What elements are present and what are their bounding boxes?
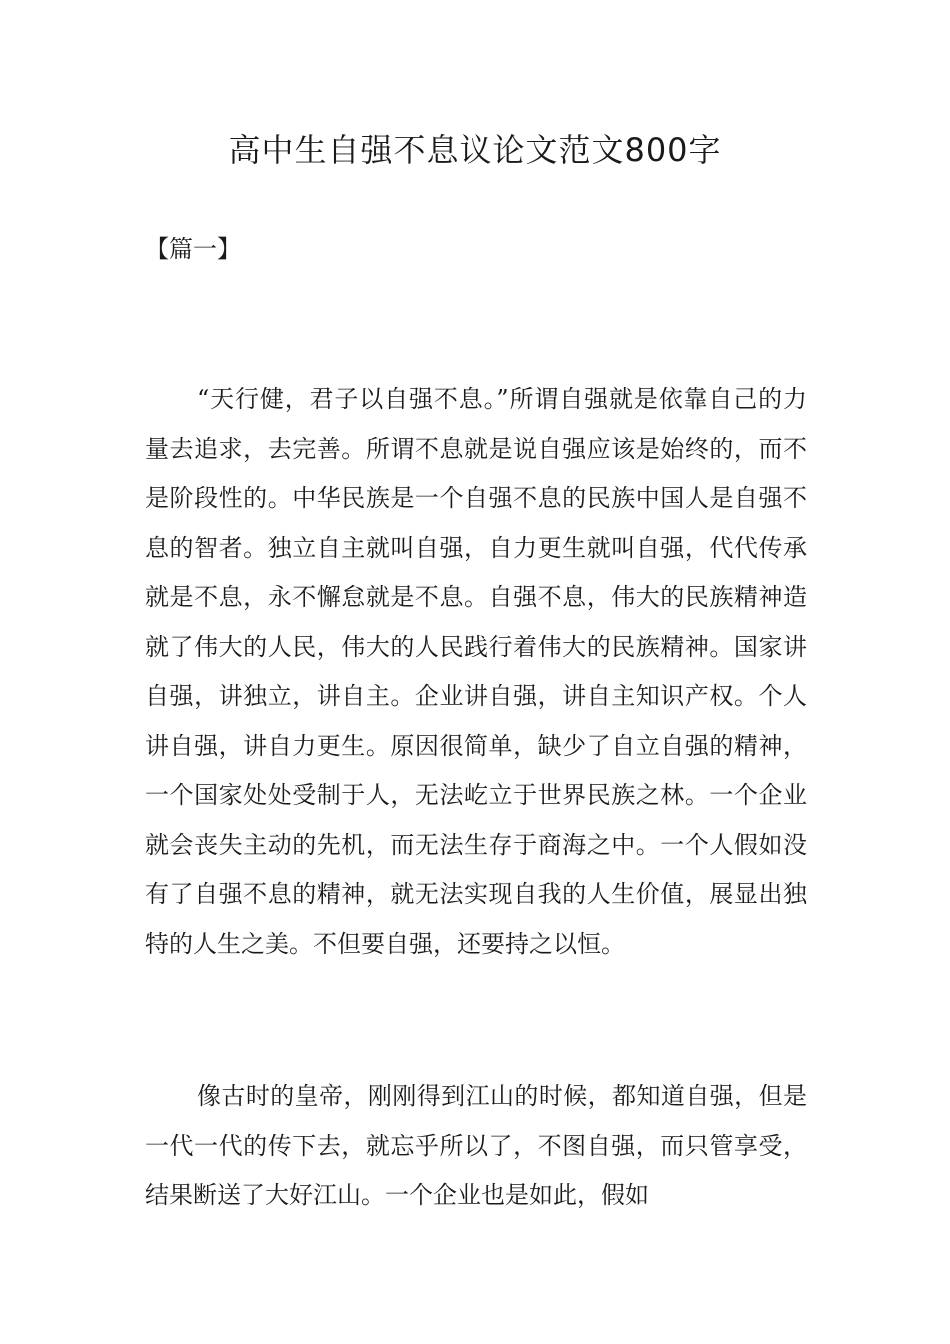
document-title: 高中生自强不息议论文范文800字 <box>228 131 722 169</box>
body-paragraph-1: “天行健，君子以自强不息。”所谓自强就是依靠自己的力量去追求，去完善。所谓不息就是说自强应该是始终的，而不是阶段性的。中华民族是一个自强不息的民族中国人是自强不息的智者。独立自主就叫自强，自力更生就叫自强，代代传承就是不息，永不懈怠就是不息。自强不息，伟大的民族精神造就了伟大的人民，伟大的人民践行着伟大的民族精神。国家讲自强，讲独立，讲自主。企业讲自强，讲自主知识产权。个人讲自强，讲自力更生。原因很简单，缺少了自立自强的精神，一个国家处处受制于人，无法屹立于世界民族之林。一个企业就会丧失主动的先机，而无法生存于商海之中。一个人假如没有了自强不息的精神，就无法实现自我的人生价值，展显出独特的人生之美。不但要自强，还要持之以恒。 <box>145 385 807 958</box>
body-paragraph-2: 像古时的皇帝，刚刚得到江山的时候，都知道自强，但是一代一代的传下去，就忘乎所以了，不图自强，而只管享受，结果断送了大好江山。一个企业也是如此，假如 <box>145 1082 807 1209</box>
section-label: 【篇一】 <box>145 235 241 263</box>
